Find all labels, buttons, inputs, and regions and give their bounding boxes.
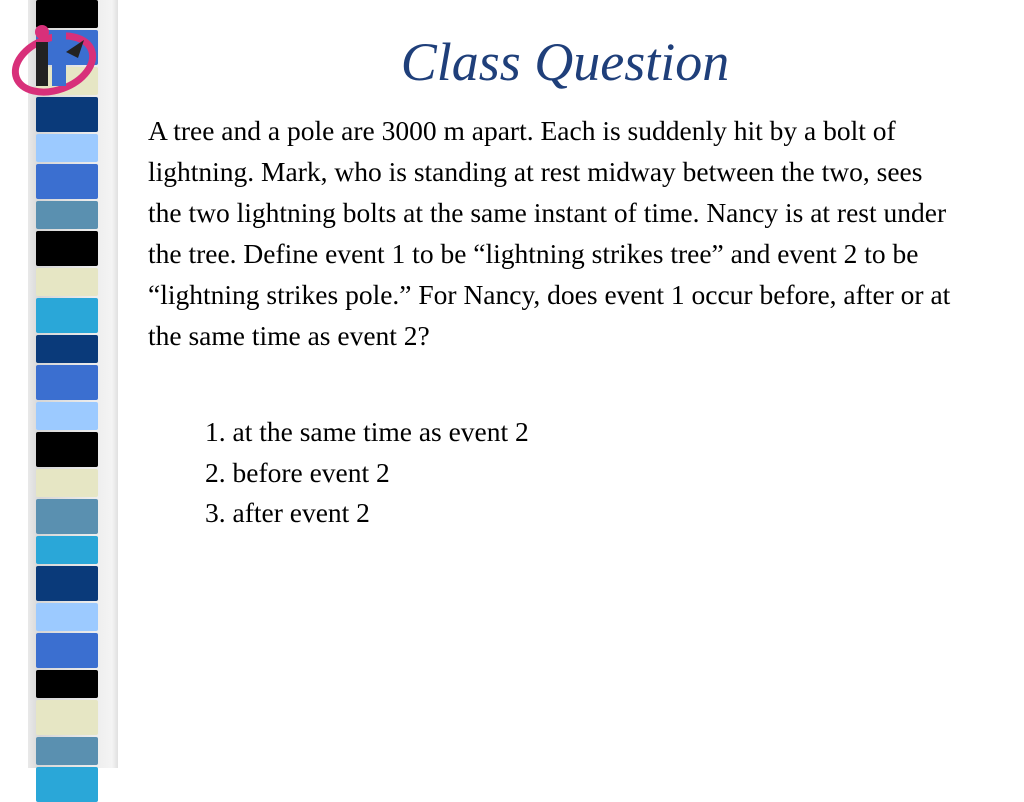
stripe-segment	[36, 432, 98, 467]
stripe-segment	[36, 164, 98, 199]
stripe-segment	[36, 335, 98, 363]
logo-icon	[8, 12, 100, 104]
stripe-segment	[36, 402, 98, 430]
stripe-segment	[36, 298, 98, 333]
slide-title: Class Question	[400, 32, 730, 92]
stripe-segment	[36, 268, 98, 296]
stripe-segment	[36, 536, 98, 564]
stripe-segment	[36, 134, 98, 162]
stripe-segment	[36, 670, 98, 698]
stripe-segment	[36, 737, 98, 765]
stripe-segment	[36, 231, 98, 266]
stripe-segment	[36, 365, 98, 400]
stripe-segment	[36, 201, 98, 229]
stripe-segment	[36, 469, 98, 497]
choice-item: 2. before event 2	[205, 456, 390, 488]
stripe-segment	[36, 499, 98, 534]
answer-choices	[205, 412, 905, 534]
stripe-segment	[36, 700, 98, 735]
stripe-segment	[36, 633, 98, 668]
choice-item: 1. at the same time as event 2	[205, 416, 529, 447]
choice-item: 3. after event 2	[205, 497, 370, 528]
stripe-segment	[36, 566, 98, 601]
stripe-segment	[36, 767, 98, 802]
question-text: A tree and a pole are 3000 m apart. Each is suddenly hit by a bolt of lightning. Mark, who is standing at rest midway between the two, sees the two lightning bolts at the same instant of time. Nancy is at rest under the tree. Define event 1 to be “lightning strikes tree” and event 2 to be “lightning strikes pole.” For Nancy, does event 1 occur before, after or at the same time as event 2?	[148, 115, 951, 351]
stripe-segment	[36, 603, 98, 631]
